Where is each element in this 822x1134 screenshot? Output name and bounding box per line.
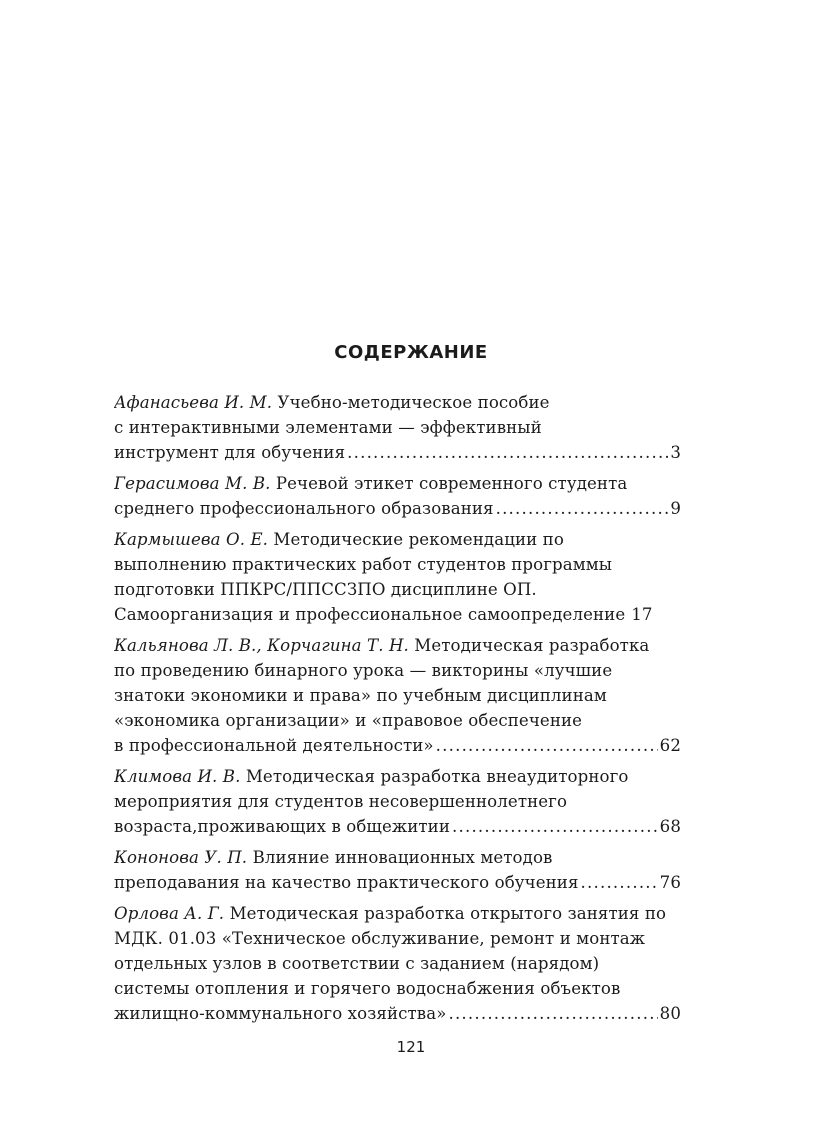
- toc-entry[interactable]: [114, 901, 681, 1026]
- entry-title-line: знатоки экономики и права» по учебным дисциплинам: [114, 686, 607, 705]
- entry-title-line: преподавания на качество практического обучения: [114, 873, 579, 892]
- entry-title-line: по проведению бинарного урока — викторины «лучшие: [114, 661, 613, 680]
- entry-title-line: «экономика организации» и «правовое обеспечение: [114, 711, 583, 730]
- entry-author: Кальянова Л. В., Корчагина Т. Н.: [114, 636, 409, 655]
- entry-title-line: среднего профессионального образования: [114, 499, 494, 518]
- entry-page-number: 62: [659, 736, 681, 755]
- entry-title-line: Методическая разработка открытого занятия по: [229, 904, 667, 923]
- entry-page-number: 3: [670, 443, 681, 462]
- entry-author: Герасимова М. В.: [114, 474, 271, 493]
- entry-page-number: 68: [659, 817, 681, 836]
- entry-title-line: мероприятия для студентов несовершеннолетнего: [114, 792, 568, 811]
- entry-author: Орлова А. Г.: [114, 904, 225, 923]
- toc-entry[interactable]: [114, 764, 681, 839]
- entry-title-line: подготовки ППКРС/ППССЗПО дисциплине ОП.: [114, 580, 537, 599]
- entry-title-line: выполнению практических работ студентов программы: [114, 555, 613, 574]
- entry-title-line: возраста,проживающих в общежитии: [114, 817, 451, 836]
- entry-title-line: МДК. 01.03 «Техническое обслуживание, ремонт и монтаж: [114, 929, 646, 948]
- entry-title-line: Методические рекомендации по: [273, 530, 564, 549]
- dot-leader: [581, 870, 658, 895]
- toc-entry[interactable]: [114, 633, 681, 758]
- toc-entry[interactable]: [114, 471, 681, 521]
- entry-title-line: в профессиональной деятельности»: [114, 736, 434, 755]
- toc-entry[interactable]: [114, 845, 681, 895]
- entry-title-line: инструмент для обучения: [114, 443, 346, 462]
- dot-leader: [448, 1001, 657, 1026]
- entry-title-line: системы отопления и горячего водоснабжения объектов: [114, 979, 621, 998]
- entry-author: Климова И. В.: [114, 767, 241, 786]
- entry-page-number: 80: [659, 1004, 681, 1023]
- entry-author: Кармышева О. Е.: [114, 530, 269, 549]
- dot-leader: [347, 440, 668, 465]
- entry-title-line: с интерактивными элементами — эффективный: [114, 418, 542, 437]
- entry-page-number: 9: [670, 499, 681, 518]
- entry-title-line: Методическая разработка внеаудиторного: [245, 767, 629, 786]
- entry-title-line: Методическая разработка: [414, 636, 650, 655]
- entry-title-line: Учебно-методическое пособие: [277, 393, 550, 412]
- entry-title-line: отдельных узлов в соответствии с заданием (нарядом): [114, 954, 600, 973]
- entry-author: Кононова У. П.: [114, 848, 248, 867]
- page-number: 121: [396, 1038, 426, 1056]
- dot-leader: [496, 496, 669, 521]
- entry-page-number: 76: [659, 873, 681, 892]
- entry-title-line: жилищно-коммунального хозяйства»: [114, 1004, 447, 1023]
- entry-author: Афанасьева И. М.: [114, 393, 273, 412]
- toc-entry[interactable]: [114, 390, 681, 465]
- toc-entry[interactable]: [114, 527, 681, 627]
- toc-title: СОДЕРЖАНИЕ: [334, 342, 488, 363]
- dot-leader: [436, 733, 658, 758]
- table-of-contents: [114, 390, 681, 1032]
- entry-title-line: Влияние инновационных методов: [252, 848, 553, 867]
- entry-title-line: Самоорганизация и профессиональное самоопределение: [114, 605, 626, 624]
- entry-title-line: Речевой этикет современного студента: [275, 474, 628, 493]
- dot-leader: [452, 814, 658, 839]
- entry-page-number: 17: [631, 605, 653, 624]
